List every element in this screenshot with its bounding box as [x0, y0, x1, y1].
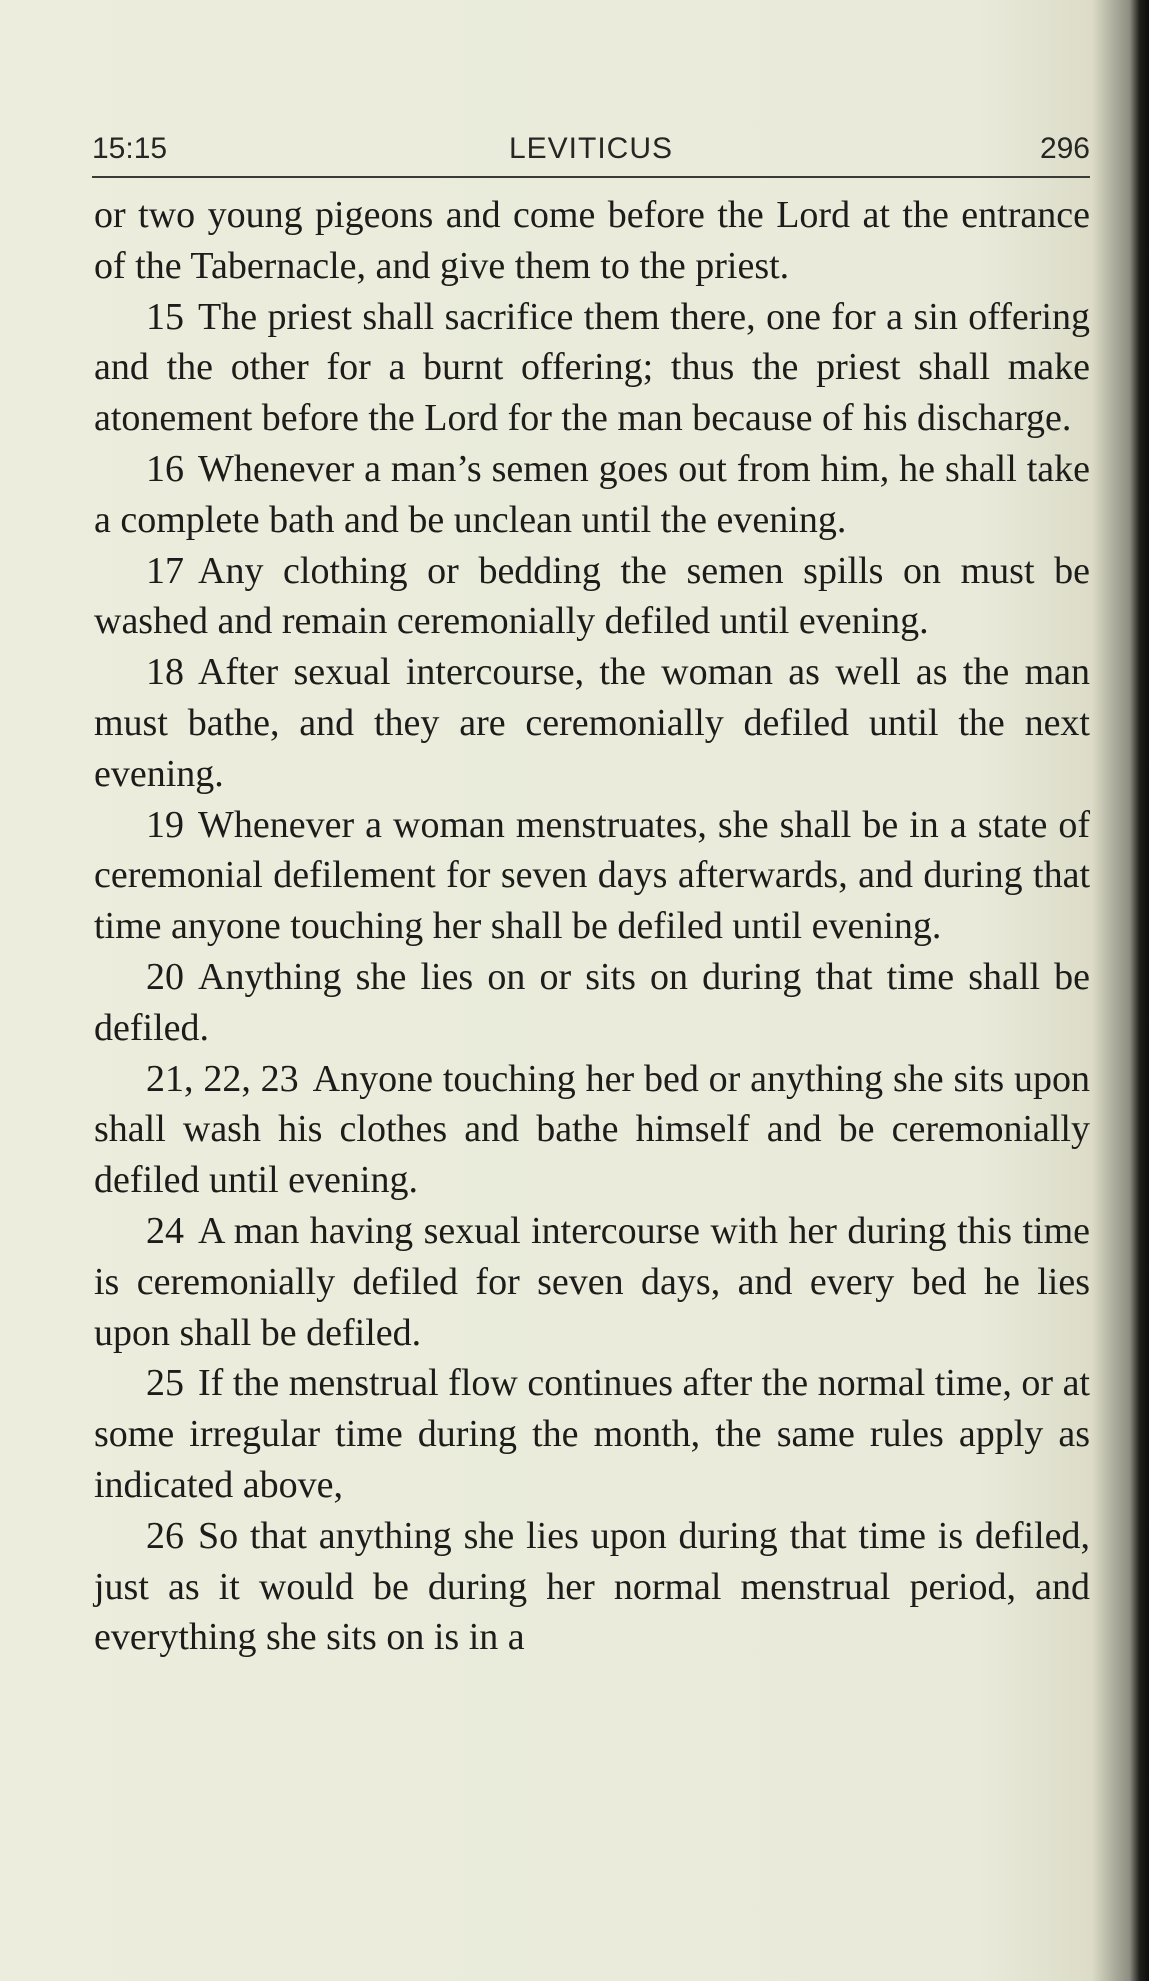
verse-paragraph — [94, 647, 1090, 799]
chapter-verse-reference: 15:15 — [92, 132, 168, 165]
verse-text: Whenever a woman menstruates, she shall be in a state of ceremonial defilement for seven days afterwards, and during that time anyone touching her shall be defiled until evening. — [94, 803, 1090, 948]
paragraph-continuation — [94, 190, 1090, 292]
verse-text: After sexual intercourse, the woman as well as the man must bathe, and they are ceremonially defiled until the next evening. — [94, 651, 1090, 795]
verse-number: 16 — [146, 447, 184, 490]
verse-number: 21, 22, 23 — [146, 1057, 299, 1100]
page-number: 296 — [1039, 132, 1090, 165]
verse-text: So that anything she lies upon during that time is defiled, just as it would be during her normal menstrual period, and everything she sits on is in a — [94, 1514, 1090, 1659]
verse-text: Anything she lies on or sits on during that time shall be defiled. — [94, 955, 1090, 1049]
verse-text: The priest shall sacrifice them there, one for a sin offering and the other for a burnt offering; thus the priest shall make atonement before the Lord for the man because of his discharge. — [94, 295, 1090, 440]
running-header — [92, 128, 1090, 178]
verse-paragraph — [94, 1511, 1090, 1663]
verse-paragraph — [94, 800, 1090, 952]
verse-number: 26 — [146, 1514, 184, 1557]
scripture-text — [94, 190, 1090, 1663]
verse-number: 17 — [146, 549, 184, 592]
verse-paragraph — [94, 546, 1090, 648]
verse-text: Anyone touching her bed or anything she sits upon shall wash his clothes and bathe himself and be ceremonially defiled until evening. — [94, 1057, 1090, 1202]
verse-text: Whenever a man’s semen goes out from him, he shall take a complete bath and be unclean until the evening. — [94, 447, 1090, 541]
verse-paragraph — [94, 1358, 1090, 1510]
paragraph-text: or two young pigeons and come before the Lord at the entrance of the Tabernacle, and give them to the priest. — [94, 194, 1090, 287]
verse-number: 15 — [146, 295, 184, 338]
verse-paragraph — [94, 444, 1090, 546]
verse-paragraph — [94, 1054, 1090, 1206]
verse-number: 19 — [146, 803, 184, 846]
verse-text: Any clothing or bedding the semen spills on must be washed and remain ceremonially defiled until evening. — [94, 549, 1090, 643]
verse-number: 25 — [146, 1362, 184, 1405]
verse-text: If the menstrual flow continues after the normal time, or at some irregular time during the month, the same rules apply as indicated above, — [94, 1362, 1090, 1506]
verse-text: A man having sexual intercourse with her during this time is ceremonially defiled for seven days, and every bed he lies upon shall be defiled. — [94, 1209, 1090, 1354]
verse-paragraph — [94, 952, 1090, 1054]
verse-paragraph — [94, 1206, 1090, 1358]
book-title: LEVITICUS — [508, 132, 674, 165]
verse-number: 20 — [146, 955, 184, 998]
verse-number: 24 — [146, 1209, 184, 1252]
verse-paragraph — [94, 292, 1090, 444]
verse-number: 18 — [146, 651, 184, 694]
